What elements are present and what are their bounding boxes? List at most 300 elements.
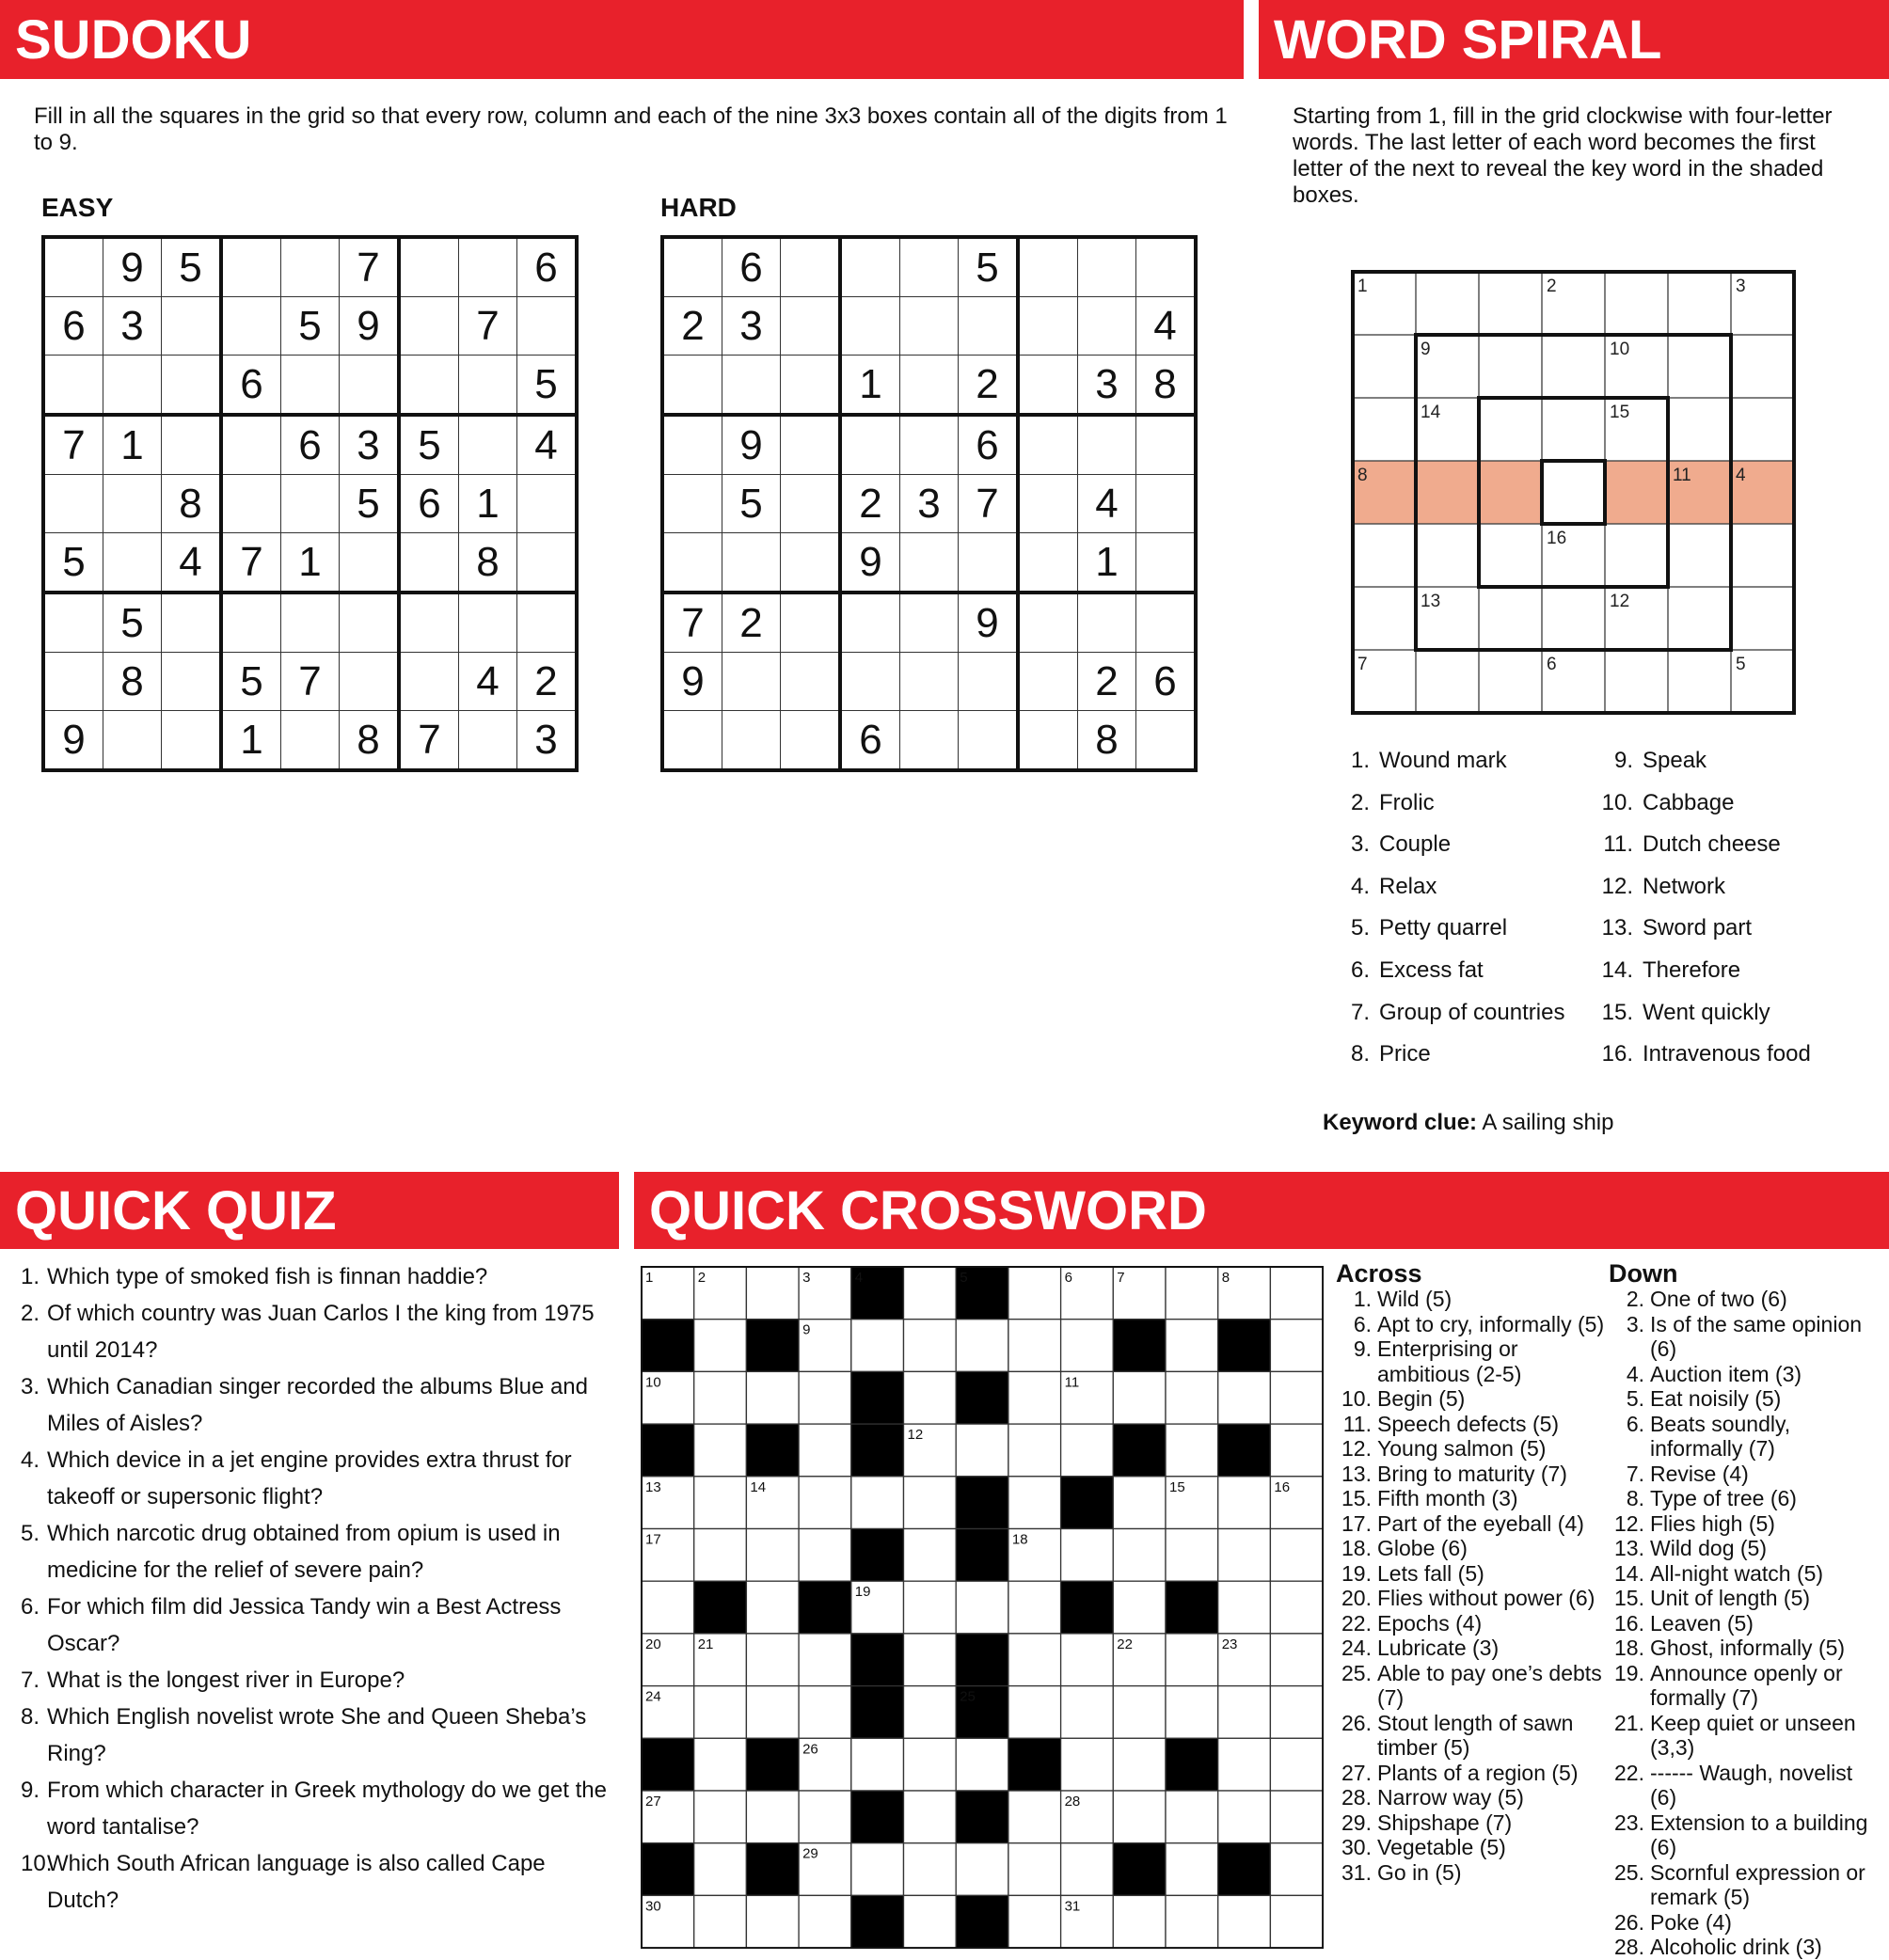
sudoku-cell[interactable]	[959, 533, 1019, 593]
sudoku-cell[interactable]: 7	[959, 475, 1019, 533]
black-square	[851, 1529, 904, 1582]
sudoku-cell[interactable]	[517, 533, 578, 593]
sudoku-cell[interactable]	[162, 653, 222, 711]
sudoku-cell[interactable]	[43, 237, 103, 297]
sudoku-cell[interactable]	[959, 653, 1019, 711]
crossword-cell	[799, 1477, 851, 1529]
sudoku-cell[interactable]	[221, 297, 281, 356]
across-clue	[1336, 1860, 1611, 1886]
sudoku-cell[interactable]	[517, 475, 578, 533]
quiz-question	[21, 1845, 613, 1919]
sudoku-cell[interactable]	[781, 475, 841, 533]
sudoku-cell[interactable]	[103, 711, 162, 771]
sudoku-cell[interactable]	[43, 356, 103, 416]
sudoku-cell[interactable]	[399, 356, 459, 416]
sudoku-cell[interactable]: 9	[103, 237, 162, 297]
sudoku-cell[interactable]	[340, 653, 400, 711]
sudoku-cell[interactable]: 9	[43, 711, 103, 771]
down-heading: Down	[1609, 1259, 1678, 1288]
crossword-cell	[1166, 1791, 1218, 1843]
sudoku-cell[interactable]	[281, 237, 340, 297]
sudoku-cell[interactable]	[781, 533, 841, 593]
sudoku-cell[interactable]	[221, 593, 281, 653]
spiral-cell-number: 11	[1673, 466, 1691, 485]
crossword-cell-number: 18	[1011, 1531, 1028, 1548]
clue-text: Stout length of sawn timber (5)	[1377, 1710, 1574, 1760]
sudoku-cell[interactable]: 6	[959, 415, 1019, 475]
sudoku-cell[interactable]: 5	[340, 475, 400, 533]
crossword-cell	[799, 1371, 851, 1424]
sudoku-cell[interactable]	[340, 356, 400, 416]
sudoku-row	[43, 475, 577, 533]
sudoku-cell[interactable]	[959, 297, 1019, 356]
across-clue	[1336, 1761, 1611, 1786]
clue-text: Part of the eyeball (4)	[1377, 1510, 1584, 1536]
question-text: Which Canadian singer recorded the albums Blue and Miles of Aisles?	[47, 1374, 589, 1436]
clue-text: Keep quiet or unseen (3,3)	[1650, 1710, 1856, 1760]
clue-number: 28.	[1341, 1785, 1372, 1810]
crossword-cell	[1218, 1791, 1271, 1843]
clue-text: Ghost, informally (5)	[1650, 1636, 1846, 1660]
sudoku-cell[interactable]	[1018, 653, 1078, 711]
sudoku-cell[interactable]	[1018, 533, 1078, 593]
sudoku-cell[interactable]: 4	[1078, 475, 1136, 533]
spiral-cell	[1416, 650, 1479, 713]
sudoku-cell[interactable]: 4	[162, 533, 222, 593]
sudoku-cell[interactable]	[840, 237, 900, 297]
sudoku-cell[interactable]	[43, 653, 103, 711]
clue-number: 9.	[1613, 748, 1633, 773]
clue-text: Eat noisily (5)	[1650, 1386, 1782, 1411]
sudoku-instructions: Fill in all the squares in the grid so that every row, column and each of the nine 3x3 boxes contain all of the digits from 1 to 9.	[34, 103, 1228, 155]
sudoku-cell[interactable]	[781, 653, 841, 711]
clue-number: 16.	[1601, 1041, 1633, 1067]
spiral-cell	[1731, 398, 1794, 461]
clue-text: Scornful expression or remark (5)	[1650, 1859, 1865, 1909]
quick-quiz-title: QUICK QUIZ	[15, 1179, 337, 1241]
crossword-cell	[1166, 1895, 1218, 1948]
sudoku-cell[interactable]	[722, 711, 781, 771]
question-text: What is the longest river in Europe?	[47, 1668, 405, 1693]
sudoku-cell[interactable]: 5	[162, 237, 222, 297]
clue-number: 14.	[1614, 1560, 1644, 1586]
sudoku-row	[43, 593, 577, 653]
sudoku-cell[interactable]: 6	[722, 237, 781, 297]
crossword-cell	[1008, 1267, 1061, 1320]
sudoku-cell[interactable]	[162, 415, 222, 475]
clue-number: 24.	[1341, 1636, 1372, 1660]
clue-text: Young salmon (5)	[1377, 1436, 1547, 1461]
sudoku-cell[interactable]	[1078, 415, 1136, 475]
clue-number: 22.	[1341, 1610, 1372, 1636]
sudoku-cell[interactable]	[900, 356, 959, 416]
sudoku-cell[interactable]: 1	[840, 356, 900, 416]
sudoku-cell[interactable]	[162, 711, 222, 771]
sudoku-cell[interactable]	[459, 593, 517, 653]
sudoku-cell[interactable]	[1078, 297, 1136, 356]
sudoku-cell[interactable]	[1018, 415, 1078, 475]
crossword-cell	[1061, 1529, 1114, 1582]
crossword-cell-number: 28	[1064, 1794, 1081, 1810]
sudoku-cell[interactable]	[281, 356, 340, 416]
clue-text: Wild (5)	[1377, 1287, 1452, 1311]
clue-number: 12.	[1341, 1436, 1372, 1461]
sudoku-cell[interactable]: 4	[517, 415, 578, 475]
crossword-cell	[904, 1843, 957, 1896]
sudoku-cell[interactable]: 7	[281, 653, 340, 711]
crossword-cell	[1270, 1371, 1323, 1424]
sudoku-cell[interactable]: 8	[340, 711, 400, 771]
sudoku-cell[interactable]	[399, 533, 459, 593]
sudoku-cell[interactable]	[662, 711, 722, 771]
spiral-cell	[1605, 524, 1668, 587]
crossword-cell-number: 23	[1221, 1636, 1238, 1652]
spiral-clue	[1595, 915, 1752, 941]
sudoku-cell[interactable]	[840, 593, 900, 653]
clue-number: 15.	[1614, 1586, 1644, 1610]
crossword-cell	[799, 1895, 851, 1948]
crossword-cell	[851, 1477, 904, 1529]
crossword-cell	[694, 1477, 747, 1529]
crossword-cell	[1270, 1634, 1323, 1686]
sudoku-cell[interactable]: 5	[517, 356, 578, 416]
sudoku-cell[interactable]	[459, 415, 517, 475]
quiz-question	[21, 1368, 613, 1442]
sudoku-row	[662, 475, 1196, 533]
black-square	[642, 1424, 694, 1477]
sudoku-cell[interactable]: 2	[1078, 653, 1136, 711]
clue-number: 18.	[1614, 1636, 1644, 1660]
sudoku-cell[interactable]	[1078, 593, 1136, 653]
sudoku-cell[interactable]: 1	[1078, 533, 1136, 593]
sudoku-cell[interactable]: 2	[959, 356, 1019, 416]
sudoku-row	[662, 237, 1196, 297]
sudoku-cell[interactable]: 8	[1078, 711, 1136, 771]
sudoku-cell[interactable]	[1136, 533, 1197, 593]
sudoku-cell[interactable]	[43, 475, 103, 533]
question-text: Which English novelist wrote She and Queen Sheba’s Ring?	[47, 1704, 587, 1766]
sudoku-cell[interactable]	[900, 593, 959, 653]
sudoku-cell[interactable]	[399, 593, 459, 653]
crossword-cell	[904, 1267, 957, 1320]
sudoku-cell[interactable]: 5	[103, 593, 162, 653]
question-text: Which device in a jet engine provides extra thrust for takeoff or supersonic flight?	[47, 1447, 572, 1510]
clue-text: Lubricate (3)	[1377, 1636, 1500, 1660]
sudoku-cell[interactable]	[781, 297, 841, 356]
sudoku-cell[interactable]: 3	[722, 297, 781, 356]
sudoku-cell[interactable]	[1018, 475, 1078, 533]
crossword-cell-number: 10	[645, 1374, 661, 1391]
sudoku-cell[interactable]	[221, 475, 281, 533]
sudoku-cell[interactable]	[1078, 237, 1136, 297]
sudoku-cell[interactable]	[840, 415, 900, 475]
spiral-cell	[1353, 398, 1416, 461]
word-spiral-clues-right	[1595, 748, 1878, 1086]
sudoku-cell[interactable]	[399, 297, 459, 356]
crossword-cell	[1166, 1634, 1218, 1686]
sudoku-cell[interactable]	[459, 356, 517, 416]
sudoku-cell[interactable]: 7	[662, 593, 722, 653]
sudoku-cell[interactable]	[1018, 297, 1078, 356]
crossword-cell	[1166, 1267, 1218, 1320]
sudoku-cell[interactable]	[781, 237, 841, 297]
sudoku-cell[interactable]: 3	[103, 297, 162, 356]
black-square	[1166, 1738, 1218, 1791]
sudoku-cell[interactable]	[1018, 593, 1078, 653]
quiz-question	[21, 1442, 613, 1515]
quiz-question	[21, 1772, 613, 1845]
sudoku-cell[interactable]	[43, 593, 103, 653]
sudoku-cell[interactable]	[781, 593, 841, 653]
spiral-clue	[1332, 874, 1437, 900]
sudoku-cell[interactable]: 5	[722, 475, 781, 533]
sudoku-cell[interactable]: 7	[459, 297, 517, 356]
sudoku-cell[interactable]: 6	[399, 475, 459, 533]
spiral-cell	[1668, 587, 1731, 650]
sudoku-cell[interactable]: 1	[103, 415, 162, 475]
sudoku-cell[interactable]	[900, 297, 959, 356]
crossword-cell	[1113, 1791, 1166, 1843]
sudoku-cell[interactable]	[722, 533, 781, 593]
sudoku-cell[interactable]: 1	[221, 711, 281, 771]
sudoku-cell[interactable]	[959, 711, 1019, 771]
sudoku-cell[interactable]	[103, 533, 162, 593]
sudoku-cell[interactable]: 9	[959, 593, 1019, 653]
spiral-cell	[1479, 398, 1542, 461]
sudoku-cell[interactable]: 9	[340, 297, 400, 356]
crossword-cell	[1008, 1843, 1061, 1896]
sudoku-cell[interactable]	[221, 237, 281, 297]
sudoku-cell[interactable]: 7	[399, 711, 459, 771]
question-number: 5.	[21, 1521, 40, 1546]
sudoku-cell[interactable]: 5	[399, 415, 459, 475]
sudoku-cell[interactable]: 2	[662, 297, 722, 356]
down-clue	[1609, 1462, 1883, 1487]
black-square	[746, 1843, 799, 1896]
sudoku-cell[interactable]	[1018, 237, 1078, 297]
sudoku-cell[interactable]	[103, 356, 162, 416]
down-clue	[1609, 1810, 1883, 1860]
black-square	[746, 1738, 799, 1791]
sudoku-cell[interactable]: 3	[517, 711, 578, 771]
sudoku-cell[interactable]: 5	[221, 653, 281, 711]
sudoku-cell[interactable]	[221, 415, 281, 475]
sudoku-cell[interactable]: 4	[1136, 297, 1197, 356]
crossword-cell-number: 5	[960, 1270, 968, 1286]
crossword-cell	[956, 1424, 1008, 1477]
black-square	[642, 1738, 694, 1791]
sudoku-cell[interactable]	[900, 711, 959, 771]
quick-crossword-title: QUICK CROSSWORD	[649, 1179, 1207, 1241]
sudoku-cell[interactable]: 1	[459, 475, 517, 533]
sudoku-cell[interactable]: 2	[840, 475, 900, 533]
sudoku-cell[interactable]	[281, 711, 340, 771]
clue-text: Network	[1643, 873, 1726, 899]
crossword-cell	[1218, 1895, 1271, 1948]
clue-text: Revise (4)	[1650, 1461, 1749, 1486]
down-clue	[1609, 1486, 1883, 1511]
easy-label: EASY	[41, 193, 114, 222]
sudoku-cell[interactable]	[781, 711, 841, 771]
sudoku-cell[interactable]: 5	[43, 533, 103, 593]
sudoku-cell[interactable]	[662, 475, 722, 533]
black-square	[1218, 1424, 1271, 1477]
black-square	[956, 1895, 1008, 1948]
sudoku-cell[interactable]	[517, 297, 578, 356]
sudoku-cell[interactable]: 7	[43, 415, 103, 475]
clue-number: 4.	[1626, 1361, 1644, 1386]
sudoku-cell[interactable]	[162, 297, 222, 356]
sudoku-cell[interactable]	[459, 711, 517, 771]
sudoku-cell[interactable]: 6	[1136, 653, 1197, 711]
sudoku-cell[interactable]: 3	[1078, 356, 1136, 416]
crossword-cell	[1270, 1686, 1323, 1739]
sudoku-cell[interactable]: 8	[103, 653, 162, 711]
spiral-cell-number: 7	[1357, 655, 1368, 674]
spiral-cell-number: 6	[1547, 655, 1557, 674]
sudoku-cell[interactable]	[1136, 475, 1197, 533]
sudoku-cell[interactable]: 9	[722, 415, 781, 475]
sudoku-cell[interactable]: 3	[900, 475, 959, 533]
crossword-cell	[1061, 1320, 1114, 1372]
hard-sudoku-grid	[660, 235, 1198, 772]
clue-text: Speak	[1643, 748, 1707, 773]
crossword-cell	[1270, 1791, 1323, 1843]
sudoku-cell[interactable]	[662, 237, 722, 297]
sudoku-cell[interactable]	[340, 593, 400, 653]
crossword-cell	[694, 1371, 747, 1424]
sudoku-cell[interactable]: 6	[517, 237, 578, 297]
crossword-grid	[640, 1265, 1324, 1950]
down-clue	[1609, 1661, 1883, 1711]
sudoku-cell[interactable]	[900, 237, 959, 297]
black-square	[1218, 1320, 1271, 1372]
clue-text: Go in (5)	[1377, 1859, 1462, 1885]
clue-text: Wild dog (5)	[1650, 1536, 1767, 1560]
down-clue	[1609, 1910, 1883, 1936]
sudoku-cell[interactable]	[1136, 237, 1197, 297]
spiral-cell	[1731, 524, 1794, 587]
sudoku-cell[interactable]	[900, 653, 959, 711]
sudoku-row	[43, 297, 577, 356]
sudoku-cell[interactable]: 1	[281, 533, 340, 593]
sudoku-cell[interactable]: 5	[959, 237, 1019, 297]
spiral-clue	[1332, 748, 1507, 774]
sudoku-cell[interactable]	[722, 356, 781, 416]
crossword-cell	[694, 1424, 747, 1477]
sudoku-cell[interactable]: 4	[459, 653, 517, 711]
sudoku-cell[interactable]	[662, 356, 722, 416]
crossword-cell	[746, 1529, 799, 1582]
sudoku-cell[interactable]	[662, 533, 722, 593]
sudoku-cell[interactable]	[1136, 593, 1197, 653]
sudoku-cell[interactable]	[399, 237, 459, 297]
sudoku-cell[interactable]	[103, 475, 162, 533]
clue-text: Lets fall (5)	[1377, 1560, 1484, 1586]
down-clue	[1609, 1362, 1883, 1387]
down-clue	[1609, 1536, 1883, 1561]
spiral-cell-number: 2	[1547, 277, 1557, 296]
sudoku-cell[interactable]: 8	[1136, 356, 1197, 416]
sudoku-cell[interactable]	[1136, 711, 1197, 771]
sudoku-cell[interactable]	[162, 356, 222, 416]
sudoku-cell[interactable]: 7	[340, 237, 400, 297]
sudoku-cell[interactable]	[399, 653, 459, 711]
crossword-cell	[904, 1477, 957, 1529]
clue-number: 23.	[1614, 1810, 1644, 1835]
sudoku-cell[interactable]: 6	[840, 711, 900, 771]
sudoku-cell[interactable]: 6	[221, 356, 281, 416]
black-square	[1008, 1738, 1061, 1791]
sudoku-cell[interactable]: 8	[459, 533, 517, 593]
sudoku-cell[interactable]: 5	[281, 297, 340, 356]
crossword-cell	[1113, 1895, 1166, 1948]
crossword-cell	[799, 1634, 851, 1686]
down-clue	[1609, 1761, 1883, 1810]
down-clue	[1609, 1711, 1883, 1761]
sudoku-cell[interactable]	[340, 533, 400, 593]
spiral-clue	[1332, 1041, 1431, 1067]
clue-number: 30.	[1341, 1835, 1372, 1859]
clue-text: Speech defects (5)	[1377, 1411, 1560, 1436]
sudoku-cell[interactable]: 2	[722, 593, 781, 653]
clue-text: Alcoholic drink (3)	[1650, 1935, 1822, 1959]
sudoku-cell[interactable]	[900, 533, 959, 593]
sudoku-cell[interactable]	[781, 356, 841, 416]
spiral-clue	[1332, 957, 1484, 984]
sudoku-cell[interactable]	[840, 297, 900, 356]
hard-label: HARD	[660, 193, 737, 222]
crossword-cell	[1270, 1320, 1323, 1372]
sudoku-cell[interactable]: 6	[43, 297, 103, 356]
sudoku-row	[662, 711, 1196, 771]
sudoku-cell[interactable]	[459, 237, 517, 297]
sudoku-cell[interactable]	[662, 415, 722, 475]
black-square	[642, 1843, 694, 1896]
sudoku-cell[interactable]: 6	[281, 415, 340, 475]
sudoku-cell[interactable]	[517, 593, 578, 653]
clue-number: 11.	[1342, 1411, 1372, 1436]
spiral-cell	[1416, 272, 1479, 335]
sudoku-cell[interactable]: 9	[840, 533, 900, 593]
clue-text: Excess fat	[1379, 957, 1484, 983]
crossword-cell	[1061, 1686, 1114, 1739]
clue-number: 18.	[1341, 1536, 1372, 1560]
sudoku-cell[interactable]	[1136, 415, 1197, 475]
sudoku-cell[interactable]: 7	[221, 533, 281, 593]
sudoku-cell[interactable]: 8	[162, 475, 222, 533]
sudoku-cell[interactable]	[162, 593, 222, 653]
sudoku-cell[interactable]	[1018, 711, 1078, 771]
sudoku-row	[43, 356, 577, 416]
spiral-clue	[1332, 1000, 1564, 1026]
sudoku-cell[interactable]	[281, 593, 340, 653]
sudoku-cell[interactable]	[281, 475, 340, 533]
down-clue	[1609, 1561, 1883, 1587]
sudoku-cell[interactable]	[840, 653, 900, 711]
crossword-cell	[904, 1320, 957, 1372]
sudoku-cell[interactable]	[900, 415, 959, 475]
sudoku-cell[interactable]	[722, 653, 781, 711]
sudoku-cell[interactable]: 9	[662, 653, 722, 711]
clue-number: 6.	[1626, 1411, 1644, 1436]
clue-number: 5.	[1626, 1386, 1644, 1411]
sudoku-cell[interactable]	[781, 415, 841, 475]
sudoku-cell[interactable]: 2	[517, 653, 578, 711]
sudoku-cell[interactable]: 3	[340, 415, 400, 475]
across-clue	[1336, 1386, 1611, 1412]
sudoku-cell[interactable]	[1018, 356, 1078, 416]
